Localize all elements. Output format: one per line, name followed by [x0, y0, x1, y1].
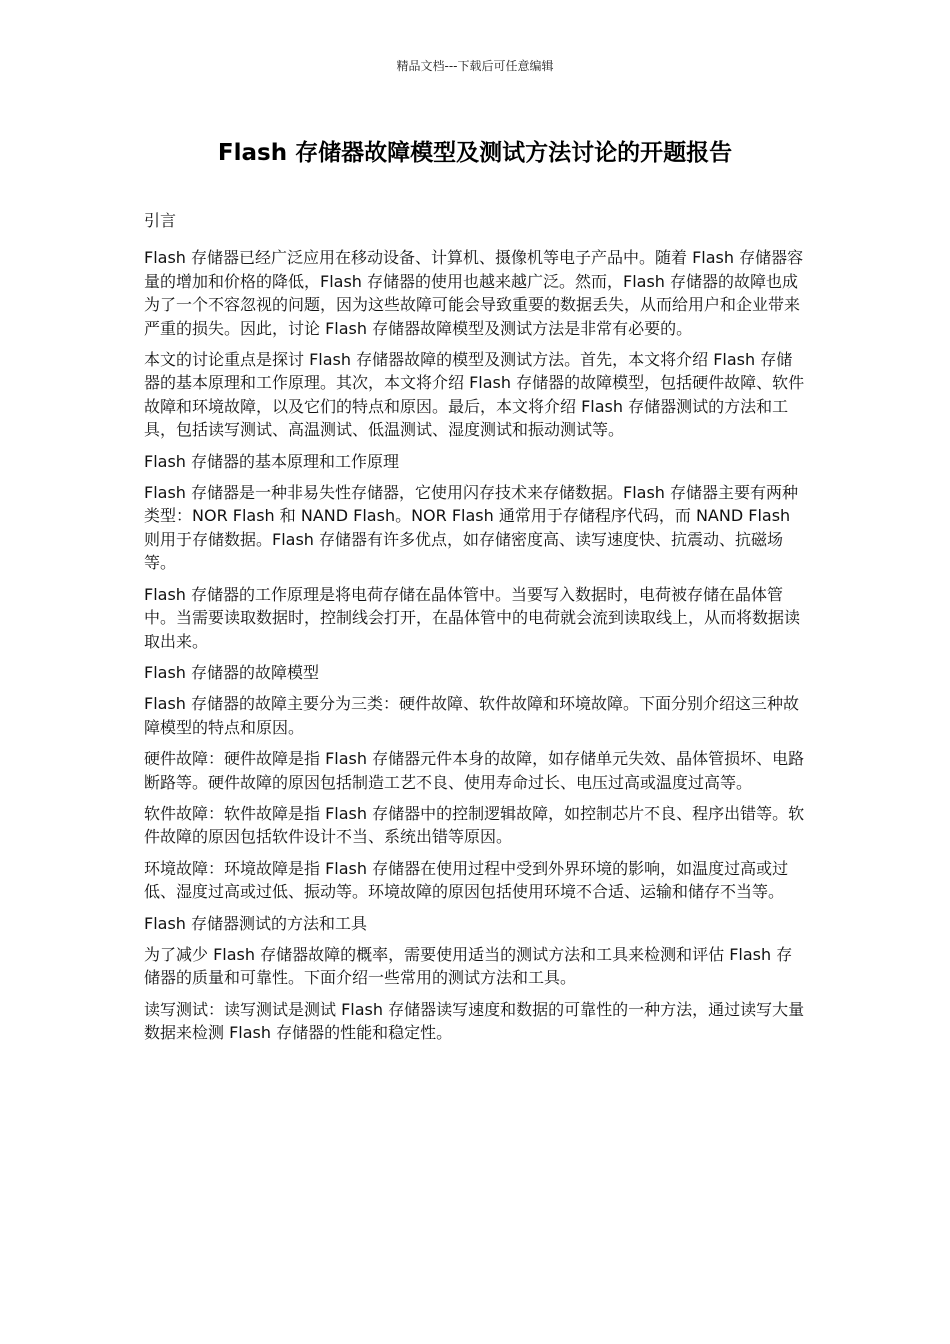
paragraph-test-1: 为了减少 Flash 存储器故障的概率，需要使用适当的测试方法和工具来检测和评估 Flash 存储器的质量和可靠性。下面介绍一些常用的测试方法和工具。	[144, 944, 793, 988]
paragraph-test-readwrite: 读写测试：读写测试是测试 Flash 存储器读写速度和数据的可靠性的一种方法，通过读写大量数据来检测 Flash 存储器的性能和稳定性。	[144, 999, 805, 1043]
section-heading-test: Flash 存储器测试的方法和工具	[144, 913, 368, 933]
document-title: Flash 存储器故障模型及测试方法讨论的开题报告	[217, 140, 733, 166]
paragraph-principle-1: Flash 存储器是一种非易失性存储器，它使用闪存技术来存储数据。Flash 存储器主要有两种类型：NOR Flash 和 NAND Flash。NOR Flash 通常用于存储程序代码，而 NAND Flash 则用于存储数据。Flash 存储器有许多优点，如存储密度高、读写速度快、抗震动、抗磁场等。	[144, 483, 799, 573]
header-note: 精品文档---下载后可任意编辑	[396, 59, 554, 73]
paragraph-fault-software: 软件故障：软件故障是指 Flash 存储器中的控制逻辑故障，如控制芯片不良、程序出错等。软件故障的原因包括软件设计不当、系统出错等原因。	[144, 803, 805, 847]
section-heading-fault: Flash 存储器的故障模型	[144, 662, 320, 682]
paragraph-fault-environment: 环境故障：环境故障是指 Flash 存储器在使用过程中受到外界环境的影响，如温度过高或过低、湿度过高或过低、振动等。环境故障的原因包括使用环境不合适、运输和储存不当等。	[144, 858, 789, 902]
paragraph-intro-1: Flash 存储器已经广泛应用在移动设备、计算机、摄像机等电子产品中。随着 Flash 存储器容量的增加和价格的降低，Flash 存储器的使用也越来越广泛。然而，Flash 存储器的故障也成为了一个不容忽视的问题，因为这些故障可能会导致重要的数据丢失，从而给用户和企业带来严重的损失。因此，讨论 Flash 存储器故障模型及测试方法是非常有必要的。	[144, 248, 804, 338]
section-heading-intro: 引言	[144, 211, 177, 230]
section-heading-principle: Flash 存储器的基本原理和工作原理	[144, 451, 400, 471]
paragraph-fault-hardware: 硬件故障：硬件故障是指 Flash 存储器元件本身的故障，如存储单元失效、晶体管损坏、电路断路等。硬件故障的原因包括制造工艺不良、使用寿命过长、电压过高或温度过高等。	[144, 749, 805, 792]
paragraph-principle-2: Flash 存储器的工作原理是将电荷存储在晶体管中。当要写入数据时，电荷被存储在晶体管中。当需要读取数据时，控制线会打开，在晶体管中的电荷就会流到读取线上，从而将数据读取出来。	[144, 584, 801, 651]
paragraph-intro-2: 本文的讨论重点是探讨 Flash 存储器故障的模型及测试方法。首先，本文将介绍 Flash 存储器的基本原理和工作原理。其次，本文将介绍 Flash 存储器的故障模型，包括硬件故障、软件故障和环境故障，以及它们的特点和原因。最后，本文将介绍 Flash 存储器测试的方法和工具，包括读写测试、高温测试、低温测试、湿度测试和振动测试等。	[144, 350, 805, 440]
document-body	[144, 209, 808, 1053]
paragraph-fault-1: Flash 存储器的故障主要分为三类：硬件故障、软件故障和环境故障。下面分别介绍这三种故障模型的特点和原因。	[144, 694, 800, 737]
